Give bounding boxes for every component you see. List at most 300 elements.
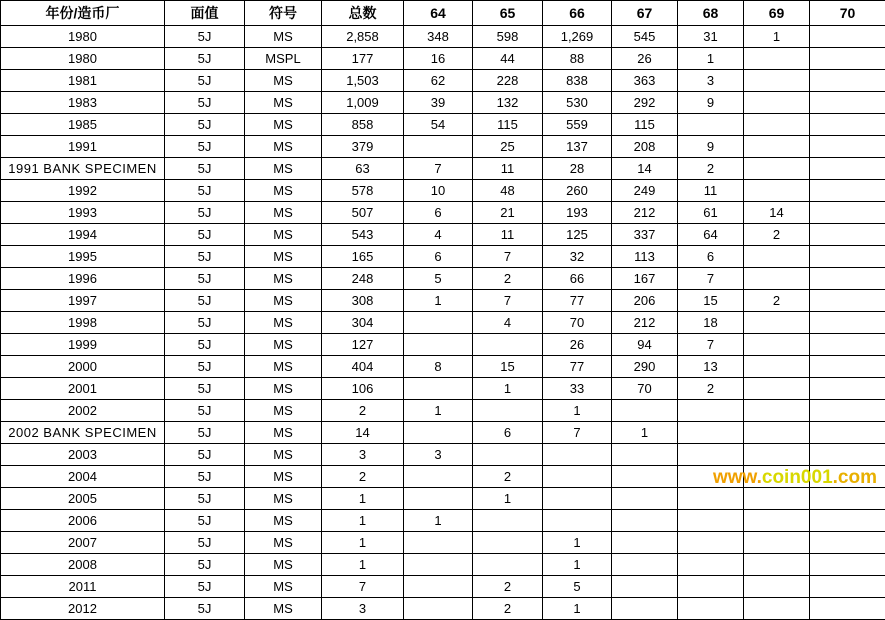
cell-grade-69	[744, 532, 810, 554]
cell-grade-70	[810, 378, 885, 400]
cell-grade-64	[404, 422, 473, 444]
cell-denomination: 5J	[165, 554, 245, 576]
cell-grade-70	[810, 224, 885, 246]
table-header-row	[1, 1, 885, 26]
watermark-suffix: .com	[833, 467, 877, 488]
column-header-mark: 符号	[245, 1, 322, 26]
table-row	[1, 576, 885, 598]
cell-grade-70	[810, 202, 885, 224]
cell-grade-67: 14	[612, 158, 678, 180]
column-header-grade-68: 68	[678, 1, 744, 26]
cell-grade-68: 1	[678, 48, 744, 70]
cell-grade-69	[744, 70, 810, 92]
cell-grade-65: 598	[473, 26, 543, 48]
cell-grade-65	[473, 510, 543, 532]
cell-grade-70	[810, 48, 885, 70]
cell-mark: MS	[245, 114, 322, 136]
cell-mark: MS	[245, 290, 322, 312]
cell-grade-65: 44	[473, 48, 543, 70]
cell-grade-67	[612, 576, 678, 598]
cell-grade-69	[744, 488, 810, 510]
cell-grade-69	[744, 400, 810, 422]
cell-year: 2012	[1, 598, 165, 620]
cell-total: 858	[322, 114, 404, 136]
cell-grade-67: 113	[612, 246, 678, 268]
table-row	[1, 532, 885, 554]
cell-denomination: 5J	[165, 268, 245, 290]
cell-mark: MS	[245, 268, 322, 290]
cell-grade-70	[810, 180, 885, 202]
cell-grade-68: 6	[678, 246, 744, 268]
cell-grade-68: 15	[678, 290, 744, 312]
cell-mark: MS	[245, 400, 322, 422]
cell-grade-65: 11	[473, 158, 543, 180]
table-row	[1, 466, 885, 488]
cell-grade-64: 39	[404, 92, 473, 114]
cell-grade-66: 1,269	[543, 26, 612, 48]
table-row	[1, 554, 885, 576]
cell-total: 3	[322, 444, 404, 466]
cell-total: 379	[322, 136, 404, 158]
cell-grade-69	[744, 158, 810, 180]
cell-grade-64: 1	[404, 400, 473, 422]
cell-mark: MS	[245, 136, 322, 158]
cell-mark: MS	[245, 202, 322, 224]
cell-grade-70	[810, 444, 885, 466]
cell-grade-70	[810, 400, 885, 422]
column-header-grade-70: 70	[810, 1, 885, 26]
cell-denomination: 5J	[165, 92, 245, 114]
cell-grade-64	[404, 554, 473, 576]
table-row	[1, 268, 885, 290]
cell-grade-66: 33	[543, 378, 612, 400]
cell-mark: MSPL	[245, 48, 322, 70]
cell-grade-68	[678, 510, 744, 532]
cell-grade-64	[404, 136, 473, 158]
table-row	[1, 92, 885, 114]
cell-grade-66	[543, 488, 612, 510]
cell-grade-70	[810, 466, 885, 488]
cell-grade-66: 838	[543, 70, 612, 92]
cell-total: 2	[322, 400, 404, 422]
cell-total: 308	[322, 290, 404, 312]
column-header-grade-65: 65	[473, 1, 543, 26]
cell-grade-69	[744, 246, 810, 268]
cell-grade-66: 88	[543, 48, 612, 70]
cell-grade-70	[810, 356, 885, 378]
cell-grade-70	[810, 532, 885, 554]
table-row	[1, 444, 885, 466]
cell-year: 2002	[1, 400, 165, 422]
cell-total: 2	[322, 466, 404, 488]
cell-total: 165	[322, 246, 404, 268]
table-row	[1, 334, 885, 356]
cell-grade-65	[473, 554, 543, 576]
cell-grade-68	[678, 598, 744, 620]
cell-grade-70	[810, 70, 885, 92]
cell-grade-70	[810, 26, 885, 48]
cell-grade-69	[744, 378, 810, 400]
cell-grade-67	[612, 554, 678, 576]
cell-mark: MS	[245, 444, 322, 466]
cell-grade-68: 13	[678, 356, 744, 378]
table-row	[1, 422, 885, 444]
cell-year: 2007	[1, 532, 165, 554]
cell-grade-68: 2	[678, 158, 744, 180]
cell-grade-70	[810, 136, 885, 158]
cell-grade-66: 559	[543, 114, 612, 136]
cell-grade-70	[810, 246, 885, 268]
column-header-grade-64: 64	[404, 1, 473, 26]
cell-grade-68	[678, 444, 744, 466]
cell-total: 1	[322, 554, 404, 576]
cell-grade-64	[404, 334, 473, 356]
cell-grade-69	[744, 48, 810, 70]
column-header-total: 总数	[322, 1, 404, 26]
table-row	[1, 510, 885, 532]
cell-year: 1994	[1, 224, 165, 246]
cell-grade-68: 7	[678, 334, 744, 356]
cell-grade-66	[543, 510, 612, 532]
cell-grade-67: 167	[612, 268, 678, 290]
cell-grade-67	[612, 466, 678, 488]
cell-year: 1991 BANK SPECIMEN	[1, 158, 165, 180]
cell-year: 1980	[1, 48, 165, 70]
cell-total: 1	[322, 488, 404, 510]
table-row	[1, 246, 885, 268]
cell-grade-70	[810, 510, 885, 532]
cell-total: 1	[322, 532, 404, 554]
cell-grade-69	[744, 180, 810, 202]
cell-grade-68	[678, 422, 744, 444]
cell-total: 304	[322, 312, 404, 334]
cell-year: 1996	[1, 268, 165, 290]
cell-grade-65: 48	[473, 180, 543, 202]
cell-mark: MS	[245, 158, 322, 180]
cell-grade-64: 1	[404, 290, 473, 312]
cell-denomination: 5J	[165, 334, 245, 356]
cell-grade-67: 208	[612, 136, 678, 158]
cell-year: 2002 BANK SPECIMEN	[1, 422, 165, 444]
cell-denomination: 5J	[165, 202, 245, 224]
cell-grade-68: 61	[678, 202, 744, 224]
cell-grade-65	[473, 400, 543, 422]
cell-denomination: 5J	[165, 48, 245, 70]
cell-grade-69	[744, 136, 810, 158]
cell-grade-69	[744, 444, 810, 466]
cell-year: 1993	[1, 202, 165, 224]
cell-grade-68: 9	[678, 92, 744, 114]
cell-grade-66: 5	[543, 576, 612, 598]
column-header-grade-66: 66	[543, 1, 612, 26]
cell-grade-67: 212	[612, 312, 678, 334]
cell-grade-69	[744, 268, 810, 290]
watermark-name: coin001	[762, 467, 833, 488]
cell-grade-67: 206	[612, 290, 678, 312]
column-header-denomination: 面值	[165, 1, 245, 26]
table-row	[1, 598, 885, 620]
table-row	[1, 378, 885, 400]
cell-year: 2011	[1, 576, 165, 598]
cell-grade-64: 7	[404, 158, 473, 180]
cell-year: 2004	[1, 466, 165, 488]
cell-year: 2005	[1, 488, 165, 510]
cell-grade-69	[744, 510, 810, 532]
cell-grade-64: 4	[404, 224, 473, 246]
cell-grade-65: 115	[473, 114, 543, 136]
cell-grade-66: 77	[543, 356, 612, 378]
cell-grade-68: 18	[678, 312, 744, 334]
cell-grade-69: 14	[744, 202, 810, 224]
table-row	[1, 70, 885, 92]
cell-denomination: 5J	[165, 180, 245, 202]
cell-denomination: 5J	[165, 532, 245, 554]
cell-grade-67: 290	[612, 356, 678, 378]
cell-grade-67	[612, 510, 678, 532]
cell-grade-70	[810, 576, 885, 598]
table-row	[1, 202, 885, 224]
cell-grade-67	[612, 444, 678, 466]
cell-total: 63	[322, 158, 404, 180]
cell-grade-69	[744, 356, 810, 378]
cell-grade-70	[810, 488, 885, 510]
cell-grade-68: 9	[678, 136, 744, 158]
cell-grade-68: 7	[678, 268, 744, 290]
cell-grade-67	[612, 598, 678, 620]
cell-total: 578	[322, 180, 404, 202]
cell-denomination: 5J	[165, 422, 245, 444]
cell-grade-64	[404, 576, 473, 598]
cell-grade-69	[744, 422, 810, 444]
table-body	[1, 26, 885, 620]
column-header-year-mint: 年份/造币厂	[1, 1, 165, 26]
cell-mark: MS	[245, 598, 322, 620]
cell-year: 1997	[1, 290, 165, 312]
cell-grade-70	[810, 312, 885, 334]
cell-grade-68	[678, 466, 744, 488]
cell-grade-68	[678, 554, 744, 576]
cell-total: 14	[322, 422, 404, 444]
cell-mark: MS	[245, 510, 322, 532]
cell-grade-65: 25	[473, 136, 543, 158]
cell-total: 3	[322, 598, 404, 620]
cell-denomination: 5J	[165, 70, 245, 92]
table-row	[1, 356, 885, 378]
cell-grade-65	[473, 334, 543, 356]
cell-grade-67	[612, 532, 678, 554]
cell-grade-69: 2	[744, 290, 810, 312]
cell-year: 1991	[1, 136, 165, 158]
cell-grade-68: 31	[678, 26, 744, 48]
column-header-grade-69: 69	[744, 1, 810, 26]
cell-denomination: 5J	[165, 158, 245, 180]
cell-grade-69	[744, 598, 810, 620]
cell-grade-67: 337	[612, 224, 678, 246]
cell-denomination: 5J	[165, 598, 245, 620]
cell-grade-69	[744, 334, 810, 356]
cell-grade-65: 7	[473, 246, 543, 268]
cell-grade-67: 115	[612, 114, 678, 136]
table-row	[1, 26, 885, 48]
cell-denomination: 5J	[165, 290, 245, 312]
cell-grade-65: 2	[473, 576, 543, 598]
table-row	[1, 224, 885, 246]
cell-grade-65: 1	[473, 378, 543, 400]
cell-grade-66: 28	[543, 158, 612, 180]
cell-grade-68	[678, 114, 744, 136]
cell-total: 177	[322, 48, 404, 70]
cell-year: 1992	[1, 180, 165, 202]
cell-year: 1999	[1, 334, 165, 356]
table-row	[1, 312, 885, 334]
cell-grade-68: 11	[678, 180, 744, 202]
cell-grade-64: 1	[404, 510, 473, 532]
cell-grade-66	[543, 466, 612, 488]
cell-grade-67: 94	[612, 334, 678, 356]
cell-grade-66: 125	[543, 224, 612, 246]
cell-grade-64	[404, 466, 473, 488]
cell-grade-67: 363	[612, 70, 678, 92]
cell-total: 507	[322, 202, 404, 224]
cell-year: 2000	[1, 356, 165, 378]
cell-denomination: 5J	[165, 356, 245, 378]
cell-total: 543	[322, 224, 404, 246]
cell-mark: MS	[245, 532, 322, 554]
cell-grade-70	[810, 334, 885, 356]
cell-year: 2008	[1, 554, 165, 576]
cell-denomination: 5J	[165, 444, 245, 466]
cell-grade-68	[678, 488, 744, 510]
cell-grade-65: 6	[473, 422, 543, 444]
cell-year: 1998	[1, 312, 165, 334]
cell-grade-68: 2	[678, 378, 744, 400]
cell-grade-68	[678, 532, 744, 554]
cell-mark: MS	[245, 224, 322, 246]
cell-grade-66: 1	[543, 400, 612, 422]
cell-total: 1,503	[322, 70, 404, 92]
cell-grade-70	[810, 268, 885, 290]
cell-grade-66: 7	[543, 422, 612, 444]
table-row	[1, 180, 885, 202]
cell-total: 106	[322, 378, 404, 400]
cell-year: 1981	[1, 70, 165, 92]
table-row	[1, 488, 885, 510]
cell-year: 1983	[1, 92, 165, 114]
cell-grade-65: 7	[473, 290, 543, 312]
cell-grade-64: 6	[404, 202, 473, 224]
cell-grade-70	[810, 114, 885, 136]
cell-total: 1	[322, 510, 404, 532]
table-row	[1, 114, 885, 136]
cell-grade-67: 26	[612, 48, 678, 70]
cell-grade-64: 3	[404, 444, 473, 466]
cell-grade-65: 4	[473, 312, 543, 334]
cell-mark: MS	[245, 576, 322, 598]
cell-grade-65: 1	[473, 488, 543, 510]
cell-mark: MS	[245, 422, 322, 444]
cell-grade-68: 3	[678, 70, 744, 92]
table-row	[1, 136, 885, 158]
cell-year: 1995	[1, 246, 165, 268]
cell-year: 1985	[1, 114, 165, 136]
cell-grade-65: 2	[473, 598, 543, 620]
cell-grade-66: 26	[543, 334, 612, 356]
cell-mark: MS	[245, 70, 322, 92]
cell-grade-68: 64	[678, 224, 744, 246]
cell-denomination: 5J	[165, 224, 245, 246]
cell-grade-65: 132	[473, 92, 543, 114]
cell-grade-64	[404, 598, 473, 620]
cell-grade-64	[404, 312, 473, 334]
cell-denomination: 5J	[165, 400, 245, 422]
cell-mark: MS	[245, 554, 322, 576]
cell-grade-67: 249	[612, 180, 678, 202]
cell-grade-64: 10	[404, 180, 473, 202]
cell-grade-64	[404, 488, 473, 510]
cell-grade-69	[744, 554, 810, 576]
cell-denomination: 5J	[165, 510, 245, 532]
cell-total: 7	[322, 576, 404, 598]
cell-grade-65: 2	[473, 268, 543, 290]
cell-grade-65: 11	[473, 224, 543, 246]
cell-mark: MS	[245, 312, 322, 334]
cell-mark: MS	[245, 26, 322, 48]
cell-grade-69	[744, 114, 810, 136]
cell-grade-67: 212	[612, 202, 678, 224]
cell-denomination: 5J	[165, 488, 245, 510]
cell-denomination: 5J	[165, 466, 245, 488]
cell-grade-66: 260	[543, 180, 612, 202]
cell-grade-64: 348	[404, 26, 473, 48]
cell-grade-66: 70	[543, 312, 612, 334]
cell-grade-70	[810, 92, 885, 114]
cell-grade-66: 1	[543, 554, 612, 576]
table-row	[1, 400, 885, 422]
table-row	[1, 290, 885, 312]
cell-grade-64: 54	[404, 114, 473, 136]
cell-grade-67	[612, 488, 678, 510]
cell-grade-66: 1	[543, 598, 612, 620]
cell-grade-64: 16	[404, 48, 473, 70]
cell-total: 1,009	[322, 92, 404, 114]
cell-denomination: 5J	[165, 26, 245, 48]
cell-grade-64: 8	[404, 356, 473, 378]
cell-mark: MS	[245, 334, 322, 356]
cell-grade-69: 2	[744, 224, 810, 246]
cell-grade-65: 228	[473, 70, 543, 92]
cell-mark: MS	[245, 488, 322, 510]
cell-grade-64	[404, 378, 473, 400]
cell-grade-66: 77	[543, 290, 612, 312]
cell-grade-66: 530	[543, 92, 612, 114]
cell-denomination: 5J	[165, 378, 245, 400]
cell-total: 248	[322, 268, 404, 290]
cell-grade-64: 5	[404, 268, 473, 290]
cell-grade-69	[744, 466, 810, 488]
cell-total: 127	[322, 334, 404, 356]
cell-year: 2006	[1, 510, 165, 532]
cell-grade-65: 21	[473, 202, 543, 224]
cell-grade-67	[612, 400, 678, 422]
cell-mark: MS	[245, 180, 322, 202]
cell-grade-70	[810, 598, 885, 620]
cell-grade-65	[473, 532, 543, 554]
cell-grade-67: 292	[612, 92, 678, 114]
cell-grade-65: 15	[473, 356, 543, 378]
cell-grade-66: 137	[543, 136, 612, 158]
cell-total: 404	[322, 356, 404, 378]
cell-grade-66: 1	[543, 532, 612, 554]
